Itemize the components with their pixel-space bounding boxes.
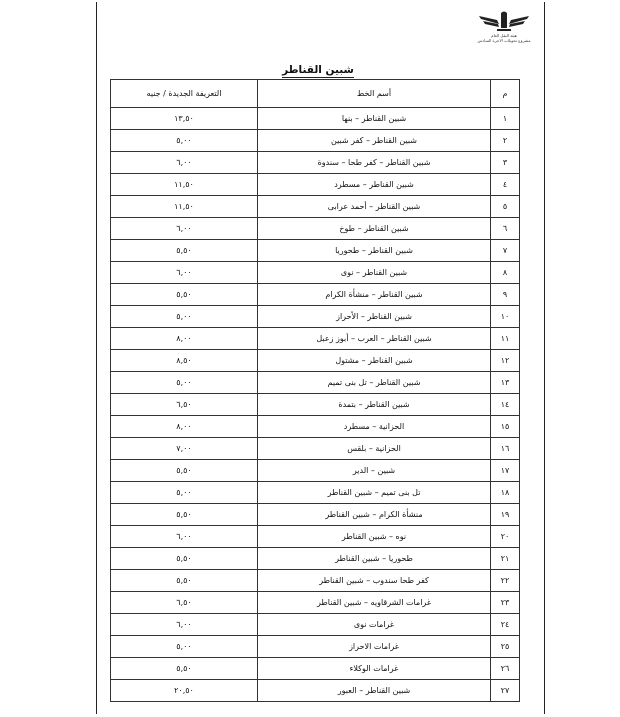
cell-number: ٩ bbox=[491, 284, 520, 306]
cell-fare: ٥,٠٠ bbox=[111, 130, 258, 152]
fare-table-body bbox=[111, 108, 520, 702]
cell-fare: ٥,٥٠ bbox=[111, 658, 258, 680]
cell-fare: ٨,٥٠ bbox=[111, 350, 258, 372]
cell-line-name: شبين القناطر – نوى bbox=[258, 262, 491, 284]
cell-number: ١٩ bbox=[491, 504, 520, 526]
cell-number: ١٨ bbox=[491, 482, 520, 504]
table-row bbox=[111, 394, 520, 416]
cell-fare: ١١,٥٠ bbox=[111, 174, 258, 196]
cell-line-name: غرامات نوى bbox=[258, 614, 491, 636]
cell-line-name: كفر طحا سندوب – شبين القناطر bbox=[258, 570, 491, 592]
cell-line-name: غرامات الاحراز bbox=[258, 636, 491, 658]
cell-line-name: شبين القناطر – بتمدة bbox=[258, 394, 491, 416]
table-row bbox=[111, 262, 520, 284]
table-row bbox=[111, 350, 520, 372]
table-row bbox=[111, 108, 520, 130]
cell-fare: ٨,٠٠ bbox=[111, 416, 258, 438]
cell-fare: ٨,٠٠ bbox=[111, 328, 258, 350]
cell-number: ١٦ bbox=[491, 438, 520, 460]
cell-fare: ٦,٠٠ bbox=[111, 262, 258, 284]
cell-number: ٢٢ bbox=[491, 570, 520, 592]
cell-fare: ٥,٠٠ bbox=[111, 306, 258, 328]
table-row bbox=[111, 130, 520, 152]
cell-number: ٢٣ bbox=[491, 592, 520, 614]
wings-logo-icon bbox=[477, 10, 531, 32]
cell-line-name: تل بنى تميم – شبين القناطر bbox=[258, 482, 491, 504]
table-row bbox=[111, 372, 520, 394]
org-name-line-2: مشروع تحويلات الاجرة السادس bbox=[477, 38, 531, 43]
cell-line-name: شبين القناطر – مشتول bbox=[258, 350, 491, 372]
cell-line-name: شبين القناطر – طوخ bbox=[258, 218, 491, 240]
org-name-line-1: هيئة النقل العام bbox=[491, 33, 517, 38]
cell-fare: ١١,٥٠ bbox=[111, 196, 258, 218]
cell-number: ١١ bbox=[491, 328, 520, 350]
table-row bbox=[111, 306, 520, 328]
table-row bbox=[111, 328, 520, 350]
column-header-line-name: أسم الخط bbox=[258, 80, 491, 108]
table-row bbox=[111, 526, 520, 548]
cell-line-name: شبين القناطر – تل بنى تميم bbox=[258, 372, 491, 394]
page-title-text: شبين القناطر bbox=[282, 64, 354, 76]
column-header-fare: التعريفة الجديدة / جنيه bbox=[111, 80, 258, 108]
cell-line-name: طحوريا – شبين القناطر bbox=[258, 548, 491, 570]
table-row bbox=[111, 658, 520, 680]
cell-line-name: غرامات الوكلاء bbox=[258, 658, 491, 680]
cell-fare: ٦,٥٠ bbox=[111, 592, 258, 614]
cell-line-name: شبين القناطر – كفر شبين bbox=[258, 130, 491, 152]
cell-number: ١٧ bbox=[491, 460, 520, 482]
fare-table bbox=[110, 79, 520, 702]
cell-fare: ٦,٠٠ bbox=[111, 526, 258, 548]
table-row bbox=[111, 482, 520, 504]
cell-number: ٢ bbox=[491, 130, 520, 152]
cell-fare: ١٣,٥٠ bbox=[111, 108, 258, 130]
cell-line-name: نوه – شبين القناطر bbox=[258, 526, 491, 548]
cell-number: ٥ bbox=[491, 196, 520, 218]
cell-fare: ٦,٥٠ bbox=[111, 394, 258, 416]
table-row bbox=[111, 218, 520, 240]
table-row bbox=[111, 680, 520, 702]
cell-fare: ٥,٥٠ bbox=[111, 570, 258, 592]
cell-line-name: شبين القناطر – أحمد عرابى bbox=[258, 196, 491, 218]
table-row bbox=[111, 174, 520, 196]
table-row bbox=[111, 240, 520, 262]
cell-number: ٢٥ bbox=[491, 636, 520, 658]
table-row bbox=[111, 592, 520, 614]
table-row bbox=[111, 614, 520, 636]
cell-fare: ٥,٥٠ bbox=[111, 240, 258, 262]
table-row bbox=[111, 570, 520, 592]
cell-fare: ٥,٥٠ bbox=[111, 548, 258, 570]
cell-number: ١٢ bbox=[491, 350, 520, 372]
cell-number: ١٠ bbox=[491, 306, 520, 328]
cell-line-name: شبين – الدير bbox=[258, 460, 491, 482]
cell-number: ٢٤ bbox=[491, 614, 520, 636]
cell-fare: ٦,٠٠ bbox=[111, 218, 258, 240]
cell-line-name: شبين القناطر – العبور bbox=[258, 680, 491, 702]
table-row bbox=[111, 504, 520, 526]
table-row bbox=[111, 438, 520, 460]
table-row bbox=[111, 152, 520, 174]
cell-fare: ٥,٠٠ bbox=[111, 482, 258, 504]
cell-line-name: الحزانية – مسطرد bbox=[258, 416, 491, 438]
cell-number: ٣ bbox=[491, 152, 520, 174]
cell-line-name: شبين القناطر – طحوريا bbox=[258, 240, 491, 262]
cell-number: ١٤ bbox=[491, 394, 520, 416]
cell-number: ٦ bbox=[491, 218, 520, 240]
cell-line-name: شبين القناطر – كفر طحا – سندوة bbox=[258, 152, 491, 174]
cell-number: ٢٦ bbox=[491, 658, 520, 680]
cell-number: ٤ bbox=[491, 174, 520, 196]
cell-fare: ٦,٠٠ bbox=[111, 614, 258, 636]
cell-fare: ٥,٥٠ bbox=[111, 504, 258, 526]
cell-line-name: شبين القناطر – مسطرد bbox=[258, 174, 491, 196]
cell-number: ٧ bbox=[491, 240, 520, 262]
cell-fare: ٥,٥٠ bbox=[111, 460, 258, 482]
column-header-number: م bbox=[491, 80, 520, 108]
cell-fare: ٦,٠٠ bbox=[111, 152, 258, 174]
cell-number: ٨ bbox=[491, 262, 520, 284]
table-row bbox=[111, 548, 520, 570]
cell-line-name: شبين القناطر – بنها bbox=[258, 108, 491, 130]
cell-number: ٢٠ bbox=[491, 526, 520, 548]
cell-line-name: غرامات الشرقاويه – شبين القناطر bbox=[258, 592, 491, 614]
cell-fare: ٥,٥٠ bbox=[111, 284, 258, 306]
cell-number: ٢١ bbox=[491, 548, 520, 570]
cell-number: ١٣ bbox=[491, 372, 520, 394]
table-row bbox=[111, 284, 520, 306]
cell-fare: ٥,٠٠ bbox=[111, 636, 258, 658]
cell-number: ١٥ bbox=[491, 416, 520, 438]
cell-fare: ٢٠,٥٠ bbox=[111, 680, 258, 702]
cell-line-name: شبين القناطر – الأحراز bbox=[258, 306, 491, 328]
table-row bbox=[111, 196, 520, 218]
page-title bbox=[96, 64, 540, 80]
cell-fare: ٧,٠٠ bbox=[111, 438, 258, 460]
cell-line-name: شبين القناطر – منشأة الكرام bbox=[258, 284, 491, 306]
cell-line-name: شبين القناطر – العرب – أبوز زعبل bbox=[258, 328, 491, 350]
org-logo bbox=[469, 10, 539, 44]
cell-fare: ٥,٠٠ bbox=[111, 372, 258, 394]
cell-number: ٢٧ bbox=[491, 680, 520, 702]
cell-number: ١ bbox=[491, 108, 520, 130]
cell-line-name: الحزانية – بلقس bbox=[258, 438, 491, 460]
table-header-row bbox=[111, 80, 520, 108]
table-row bbox=[111, 416, 520, 438]
table-row bbox=[111, 460, 520, 482]
cell-line-name: منشأة الكرام – شبين القناطر bbox=[258, 504, 491, 526]
table-row bbox=[111, 636, 520, 658]
